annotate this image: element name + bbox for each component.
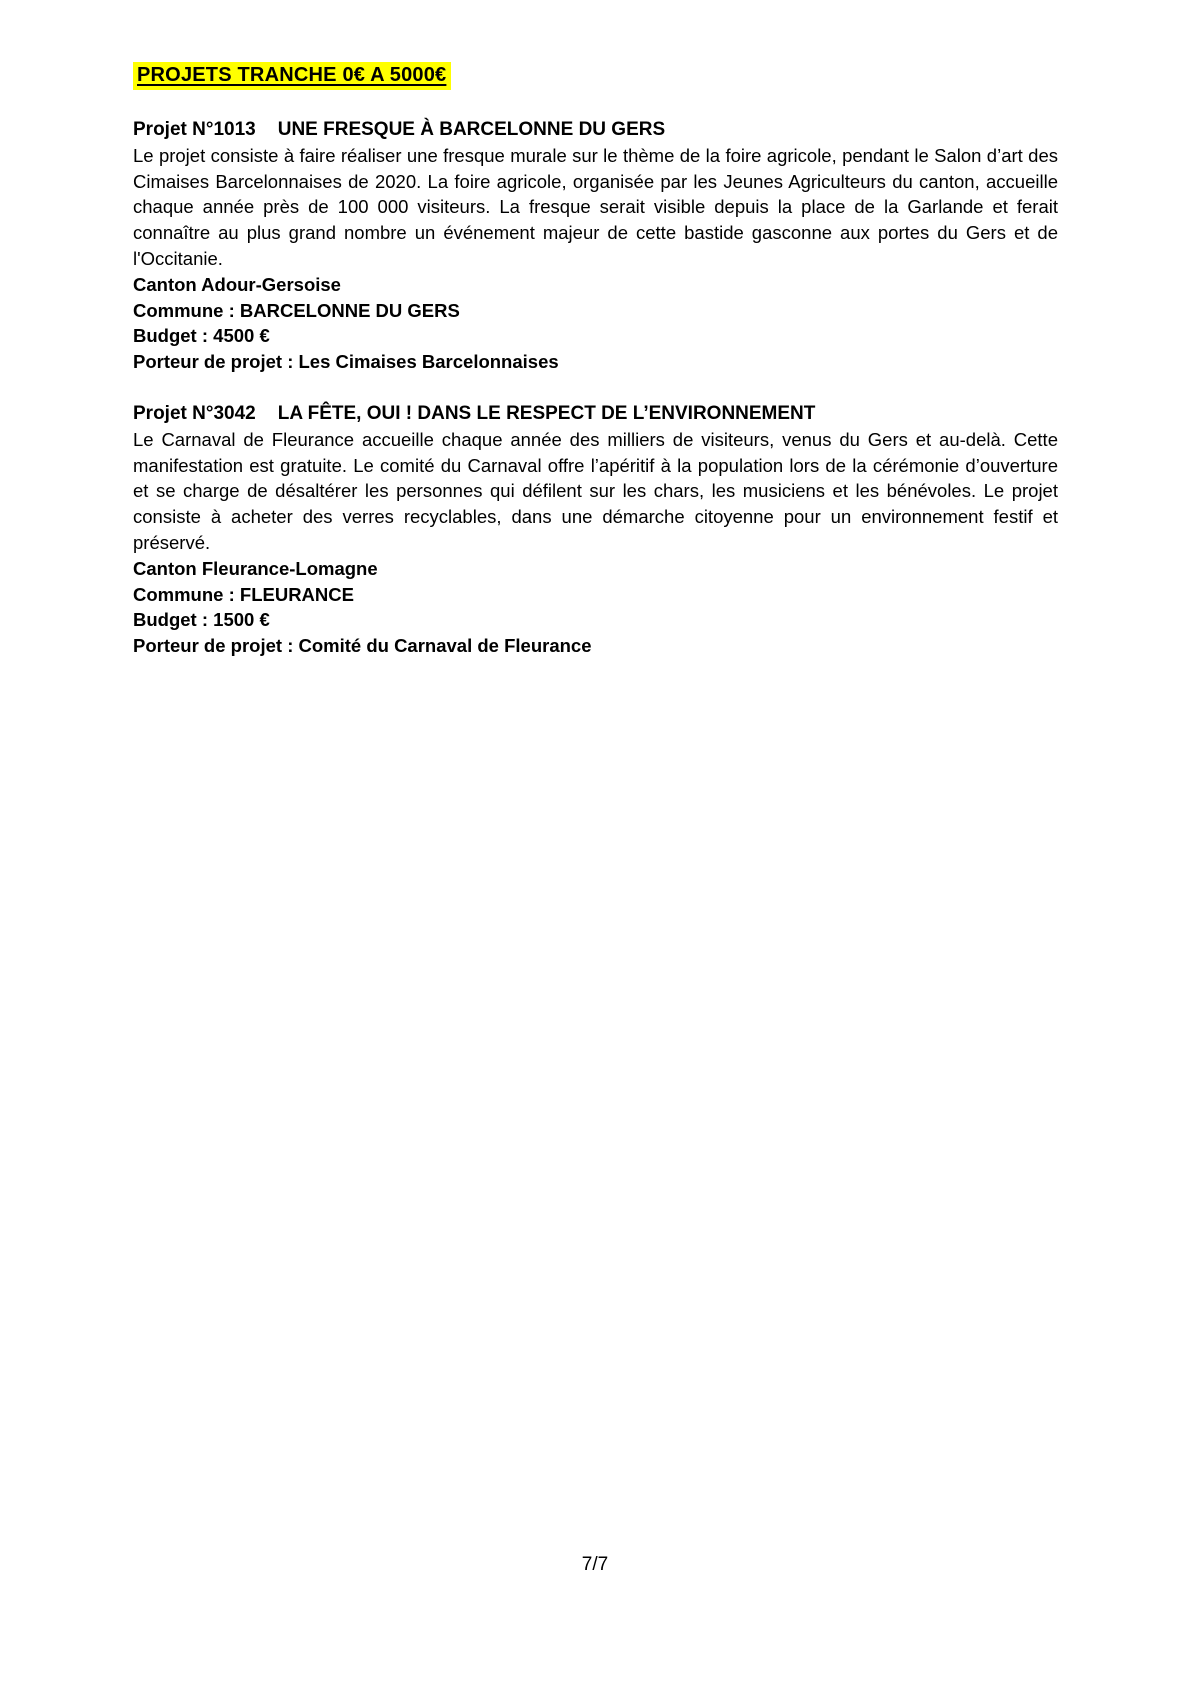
project-title: UNE FRESQUE À BARCELONNE DU GERS	[277, 119, 666, 140]
project-block-3042	[133, 401, 1058, 659]
page-content	[133, 62, 1058, 659]
project-number: Projet N°3042	[133, 402, 256, 424]
project-heading	[133, 117, 1058, 143]
project-title: LA FÊTE, OUI ! DANS LE RESPECT DE L’ENVIRONNEMENT	[277, 402, 816, 424]
project-porteur: Porteur de projet : Comité du Carnaval de Fleurance	[133, 635, 592, 657]
project-budget: Budget : 4500 €	[133, 325, 270, 347]
project-heading	[133, 401, 1058, 427]
project-porteur: Porteur de projet : Les Cimaises Barcelonnaises	[133, 351, 559, 373]
project-number: Projet N°1013	[133, 119, 256, 140]
project-commune: Commune : FLEURANCE	[133, 583, 354, 605]
project-canton: Canton Fleurance-Lomagne	[133, 557, 378, 579]
project-commune: Commune : BARCELONNE DU GERS	[133, 299, 460, 321]
project-description: Le Carnaval de Fleurance accueille chaque année des milliers de visiteurs, venus du Gers et au-delà. Cette manifestation est gratuite. Le comité du Carnaval offre l’apéritif à la population lors de la cérémonie d’ouverture et se charge de désaltérer les personnes qui défilent sur les chars, les musiciens et les bénévoles. Le projet consiste à acheter des verres recyclables, dans une démarche citoyenne pour un environnement festif et préservé.	[133, 428, 1058, 553]
section-title-highlighted: PROJETS TRANCHE 0€ A 5000€	[133, 62, 451, 90]
project-description: Le projet consiste à faire réaliser une fresque murale sur le thème de la foire agricole, pendant le Salon d’art des Cimaises Barcelonnaises de 2020. La foire agricole, organisée par les Jeunes Agriculteurs du canton, accueille chaque année près de 100 000 visiteurs. La fresque serait visible depuis la place de la Garlande et ferait connaître au plus grand nombre un événement majeur de cette bastide gasconne aux portes du Gers et de l'Occitanie.	[133, 144, 1058, 269]
page-number: 7/7	[581, 1554, 609, 1575]
project-canton: Canton Adour-Gersoise	[133, 273, 341, 295]
project-block-1013	[133, 117, 1058, 375]
project-budget: Budget : 1500 €	[133, 609, 270, 631]
